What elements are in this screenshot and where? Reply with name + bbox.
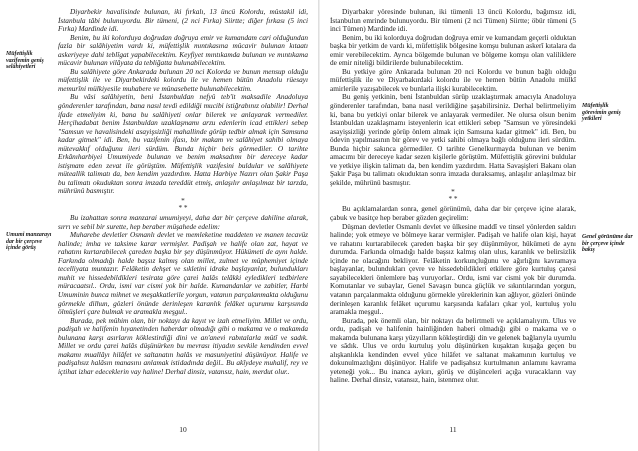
paragraph: Bu vâsi salâhiyetin, beni İstanbuldan nefyü teb'it maksadile Anadoluya gönderenler tarafından, bana nasıl tevdi edildiği mucibi istiğrabınız olabilir! Derhal ifade etmeliyim ki, bana bu salâhiyeti onlar bilerek ve anlayarak vermediler. Herçihadabat benim İstanbuldan uzaklaşmamı arzu edenlerin icad ettikleri sebep "Samsun ve havalisindeki asayişsizliği mahallinde görüp tedbir almak için Samsuna kadar gitmek" idi. Ben, bu vazifenin ifası, bir makam ve salâhiyet sahibi olmaya mütevakkıf olduğunu ileri sürdüm. Bunda hiçbir beis görmediler. O tarihte Erkânıharbiyei Umumiyede bulunan ve benim maksadımı bir dereceye kadar istişmam eden zevat ile görüştüm. Müfettişlik vazifesini buldular ve salâhiyete müteallik talimatı da, ben kendim yazdırdım. Hatta Harbiye Nazırı olan Şakir Paşa bu talimatı okuduktan sonra imzada tereddüt etmiş, anlaşılır anlaşılmaz bir tarzda, mührünü basmıştır. [58, 92, 308, 196]
paragraph: Diyarbakır yöresinde bulunan, iki tümenli 13 üncü Kolordu, bağımsız idi, İstanbulun emrinde bulunuyordu. Bir tümeni (2 nci Tümen) Siirtte; öbür tümeni (5 inci Tümen) Mardinde idi. [330, 7, 576, 34]
paragraph: Bu geniş yetkinin, beni İstanbuldan sürüp uzaklaştırmak amacıyla Anadoluya gönderenler tarafından, bana nasıl verildiğine şaşabilirsiniz. Derhal belirtmeliyim ki, bana bu yetkiyi onlar bilerek ve anlayarak vermediler. Ne olursa olsun benim İstanbuldan uzaklaşmamı isteyenlerin icat ettikleri sebep "Samsun ve yöresindeki asayişsizliği yerinde görüp önlem almak için Samsuna kadar gitmek" idi. Ben, bu ödevin yapılmasının bir görev ve yetki sahibi olmaya bağlı olduğunu ileri sürdüm. Bunda hiçbir sakınca görmediler. O tarihte Genelkurmayda bulunan ve benim amacımı bir dereceye kadar sezen kişilerle görüştüm. Müfettişlik görevini buldular ve yetkiye ilişkin talimatı da, ben kendim yazdırdım. Hatta Savaşişleri Bakanı olan Şakir Paşa bu talimatı okuduktan sonra imzada duraksamış, anlaşılır anlaşılmaz bir şekilde, mührünü basmıştır. [330, 92, 576, 187]
left-page-body [58, 8, 308, 376]
paragraph: Bu açıklamalardan sonra, genel görünümü, daha dar bir çerçeve içine alarak, çabuk ve basitçe hep beraber gözden geçirelim: [330, 204, 576, 223]
right-page [320, 0, 638, 451]
left-page [0, 0, 318, 451]
paragraph: Benim, bu iki kolorduya doğrudan doğruya emir ve kumandam cari olduğundan fazla bir salâhiyetim vardı ki, müfettişlik mıntıkasına mücavir bulunan kıtaatı askeriyeye dahi teblîgat yapabilecektim. Keyfiyet mıntıkamda bulunan ve mıntıkama mücavir bulunan vilâyata da tebliğatta bulunabilecektim. [58, 32, 308, 68]
paragraph: Burada, pek mühim olan, bir noktayı da kayıt ve izah etmeliyim. Millet ve ordu, padişah ve halifenin hıyanetinden haberdar olmadığı gibi o makama ve o makamda bulunana karşı asırların köklestirdiği dini ve an'anevi rabıtalarla mütî ve sadık. Millet ve ordu çarei halâs düşünürken bu mevrası itiyadın sevkile kendinden evvel makamı muallâyı hilâfet ve saltanatın halâs ve masuniyetini düşünüyor. Halife ve padişahsız halâsın manasını anlamak istidadında değil.. Bu akîydeye muhalif, rey ve içtihat izhar edeceklerin vay haline! Derhal dinsiz, vatansız, hain, merdut olur.. [58, 315, 308, 376]
paragraph: Bu yetkiye göre Ankarada bulunan 20 nci Kolordu ve bunun bağlı olduğu müfettişlik ile ve Diyarbakırdaki kolordu ile ve hemen bütün Anadolu mülkî amirlerile yazışabilecek ve bunlarla ilişki kurabilecektim. [330, 66, 576, 93]
paragraph: Düşman devletler Osmanlı devlet ve ülkesine maddî ve tinsel yönlerden saldırı halinde; yok etmeye ve bölmeye karar vermişler. Padişah ve halife olan kişi, hayat ve rahatını kurtarabilecek çareden başka bir şey düşünmüyor, hükümeti de aynı durumda. Farkında olmadığı halde başsız kalmış olan ulus, karanlık ve belirsizlik içinde ne olacağını bekliyor. Felâketin korkunçluğunu ve ağırlığını kavramaya başlayanlar, bulundukları çevre ve hissedebildikleri etkilere göre kurtuluş çaresi sayabilecekleri önlemlere baş vuruyorlar.. Ordu, ismi var cismi yok bir durumda. Komutanlar ve subaylar, Genel Savaşın bunca güçlük ve sıkıntılarından yorgun, vatanın parçalanmakta olduğunu görmekle yüreklerinin kan ağlıyor, gözleri önünde derinleşen karanlık felâket uçurumu karşısında kafaları çıkar yol, kurtuluş yolu aramakla meşgul.. [330, 221, 576, 317]
right-page-body [330, 8, 576, 385]
paragraph: Benim, bu iki kolorduya doğrudan doğruya emir ve kumandam geçerli olduktan başka bir yetkim de vardı ki, müfettişlik bölgesine komşu bulunan askerî kıtalara da emir verebilecektim. Ayrıca bölgemde bulunan ve bölgeme komşu olan valiliklere de emir niteliği bildirilerde bulunabilecektim. [330, 32, 576, 68]
paragraph: Burada, pek önemli olan, bir noktayı da belirtmeli ve açıklamalıyım. Ulus ve ordu, padişah ve halifenin hainliğinden haberi olmadığı gibi o makama ve o makamda bulunana karşı yüzyılların kökleştirdiği din ve gelenek bağlarıyla uyumlu ve sâdık. Ulus ve ordu kurtuluş yolu düşünürken kuşaktan kuşağa geçen bu alışkanlıkla kendinden evvel yüce hilâfet ve saltanat makamının kurtuluş ve dokunulmazlığını düşünüyor. Halife ve padişahsız kurtulmanın anlamını kavrama yeteneği yok... Bu inanca aykırı, görüş ve düşünceleri açığa vuracakların vay haline. Derhal dinsiz, vatansız, hain, istenmez olur. [330, 315, 576, 385]
page-number: 11 [449, 425, 457, 434]
right-sidenote-2: Genel görünüme dar bir çerçeve içinde bakış [582, 234, 633, 254]
paragraph: Bu salâhiyete göre Ankarada bulunan 20 nci Kolorda ve bunun mensup olduğu müfettişlik ile ve Diyarbekirdeki kolordu ile ve hemen bütün Anadolu rüesayı memurîni mülkiyesile muhabere ve münasebette bulunabilecektim. [58, 66, 308, 93]
left-sidenote-2: Umumi manzarayı dar bir çerçeve içinde görüş [6, 232, 52, 252]
paragraph: Muharebe devletler Osmanlı devlet ve memleketine maddeten ve manen tecavüz halinde; imha ve taksime karar vermişler. Padişah ve halife olan zat, hayat ve rahatını kurtarabilecek çareden başka bir şey düşünmüyor. Hükümeti de aynı halde. Farkında olmadığı halde başsız kalmış olan millet, zulmet ve müphemiyet içinde tecelliyata muntazır. Felâketin dehşet ve sıkletini idrake başlayanlar, bulundukları muhit ve hissedebildikleri tesirata göre çarei halâs telâkki eyledikleri tedbirlere müracaatsıl.. Ordu, ismi var cismi yok bir halde. Kumandanlar ve zabitler, Harbi Umuminin bunca mihnet ve meşakkatlerile yorgun, vatanın parçalanmakta olduğunu görmekle dilhun, gözleri önünde derinleşen karanlık felâket uçurumu karşısında ölmüşleri çare bulmak ve aramakla meşgul.. [58, 230, 308, 317]
page-number: 10 [179, 425, 187, 434]
paragraph: Diyarbekir havalisinde bulunan, iki fırkalı, 13 üncü Kolordu, müstakil idi, İstanbula tâbi bulunuyordu. Bir tümeni, (2 nci Fırka) Siirtte; diğer fırkası (5 inci Fırka) Mardinde idi. [58, 7, 308, 34]
paragraph: Bu izahattan sonra manzarai umumiyeyi, daha dar bir çerçeve dahiline alarak, sırrı ve sebil bir surette, hep beraber müşahede edelim: [58, 213, 308, 231]
section-divider: * * * [178, 196, 188, 213]
right-sidenote-1: Müfettişlik görevimin geniş yetkileri [582, 103, 621, 123]
section-divider: * * * [448, 187, 458, 204]
left-sidenote-1: Müfettişlik vazifemin geniş selâhiyetleri [6, 51, 44, 71]
